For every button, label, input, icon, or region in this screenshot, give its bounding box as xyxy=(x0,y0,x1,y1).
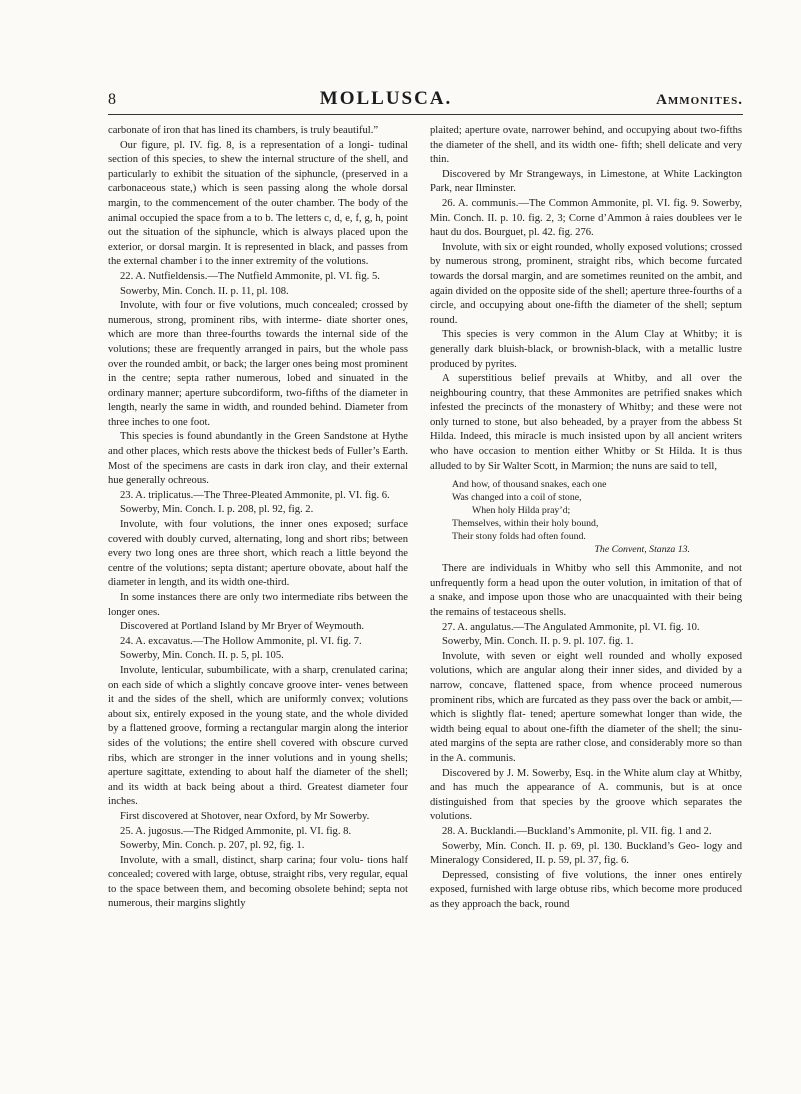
reference: Sowerby, Min. Conch. I. p. 208, pl. 92, fig. 2. xyxy=(120,504,314,516)
paragraph: Involute, with seven or eight well rounded and wholly exposed volutions, which are angular along their inner sides, and divided by a narrow, concave, flattened space, from whence proceed numerous prominent ribs, which are furcated as they pass over the back or ambit,—which is slightly flat- tened; aperture somewhat longer than wide, the width being equal to about one-fifth the diameter of the shell; the sinu- ated margins of the septa are rather close, and considerably more so than in the A. communis. xyxy=(430,650,742,764)
header-rule xyxy=(108,114,743,115)
paragraph: Involute, lenticular, subumbilicate, with a sharp, crenulated carina; on each side of which a slightly concave groove inter- venes between it and the sides of the shell, which are uniformly convex; volutions about six, entirely exposed in the young state, and the whole divided by a flattened groove, forming a rectangular margin along the interior sides of the volutions; the entire shell covered with obscure curved ribs, which are stronger in the inner volutions and in young shells; aperture sagittate, extending to about half the diameter of the shell; and its width at back being about a third. Greatest diameter four inches. xyxy=(108,664,408,808)
page-number: 8 xyxy=(108,91,116,108)
verse-line: Themselves, within their holy bound, xyxy=(452,518,599,530)
verse-quotation xyxy=(452,478,742,556)
species-heading: 26. A. communis.—The Common Ammonite, pl. VI. fig. 9. Sowerby, Min. Conch. II. p. 10. fig. 2, 3; Corne d’Ammon à raies doublees ver le haut du dos. Bourguet, pl. 42. fig. 276. xyxy=(430,197,742,239)
running-section: Ammonites. xyxy=(656,92,743,108)
right-column xyxy=(430,124,742,913)
species-heading: 27. A. angulatus.—The Angulated Ammonite, pl. VI. fig. 10. xyxy=(442,621,700,633)
running-header xyxy=(108,88,743,116)
species-heading: 23. A. triplicatus.—The Three-Pleated Ammonite, pl. VI. fig. 6. xyxy=(120,489,390,501)
reference: Sowerby, Min. Conch. II. p. 9. pl. 107. fig. 1. xyxy=(442,636,634,648)
verse-line: Their stony folds had often found. xyxy=(452,531,586,543)
left-column xyxy=(108,124,408,912)
reference: Sowerby, Min. Conch. II. p. 5, pl. 105. xyxy=(120,650,284,662)
species-heading: 22. A. Nutfieldensis.—The Nutfield Ammonite, pl. VI. fig. 5. xyxy=(120,270,380,282)
species-heading: 25. A. jugosus.—The Ridged Ammonite, pl. VI. fig. 8. xyxy=(120,825,352,837)
paragraph: Discovered at Portland Island by Mr Bryer of Weymouth. xyxy=(120,621,365,633)
paragraph: Discovered by J. M. Sowerby, Esq. in the White alum clay at Whitby, and has much the appearance of A. communis, but is at once distinguished from that species by the groove which separates the volutions. xyxy=(430,767,742,823)
paragraph: In some instances there are only two intermediate ribs between the longer ones. xyxy=(108,592,408,618)
paragraph: Our figure, pl. IV. fig. 8, is a representation of a longi- tudinal section of this species, to shew the internal structure of the shell, and particularly to exhibit the situation of the siphuncle, (preserved in a carbonaceous state,) which is seen passing along the whole dorsal margin, to the commencement of the outer chamber. The body of the animal occupied the space from a to b. The letters c, d, e, f, g, h, point out the situation of the siphuncle, which is always placed upon the exterior, or dorsal margin. It is represented in black, and passes from the external chamber i to the inner extremity of the volutions. xyxy=(108,139,408,268)
verse-source: The Convent, Stanza 13. xyxy=(594,544,690,556)
running-title: MOLLUSCA. xyxy=(319,88,453,109)
paragraph: Involute, with four volutions, the inner ones exposed; surface covered with doubly curved, alternating, long and short ribs; between every two long ones are three short, which reach a little beyond the centre of the volutions; septa distant; aperture obovate, about half the diameter in length, and its width one-third. xyxy=(108,519,408,589)
reference: Sowerby, Min. Conch. II. p. 11, pl. 108. xyxy=(120,285,289,297)
paragraph: Discovered by Mr Strangeways, in Limestone, at White Lackington Park, near Ilminster. xyxy=(430,168,742,195)
paragraph: A superstitious belief prevails at Whitby, and all over the neighbouring country, that these Ammonites are petrified snakes which infested the precincts of the monastery of Whitby; and these were not only turned to stone, but also beheaded, by a prayer from the abbess St Hilda. Indeed, this miracle is much insisted upon by all ancient writers who have occasion to mention either Whitby or St Hilda. It is thus alluded to by Sir Walter Scott, in Marmion; the nuns are said to tell, xyxy=(430,373,742,472)
reference: Sowerby, Min. Conch. II. p. 69, pl. 130. Buckland’s Geo- logy and Mineralogy Considered, II. p. 59, pl. 37, fig. 6. xyxy=(430,840,742,867)
paragraph: This species is very common in the Alum Clay at Whitby; it is generally dark bluish-black, or brownish-black, with a metallic lustre produced by pyrites. xyxy=(430,329,742,370)
species-heading: 24. A. excavatus.—The Hollow Ammonite, pl. VI. fig. 7. xyxy=(120,635,362,647)
verse-line: Was changed into a coil of stone, xyxy=(452,492,582,504)
paragraph: Involute, with a small, distinct, sharp carina; four volu- tions half concealed; covered with large, obtuse, straight ribs, very regular, equal to the space between them, and becoming obsolete behind; septa not numerous, their margins slightly xyxy=(108,854,408,910)
paragraph: Depressed, consisting of five volutions, the inner ones entirely exposed, furnished with large obtuse ribs, which become more produced as they approach the back, round xyxy=(430,869,742,910)
verse-line: When holy Hilda pray’d; xyxy=(472,505,571,517)
paragraph: carbonate of iron that has lined its chambers, is truly beautiful.” xyxy=(108,125,379,136)
paragraph: plaited; aperture ovate, narrower behind, and occupying about two-fifths the diameter of the shell, and its width one- fifth; shell delicate and very thin. xyxy=(430,125,742,166)
paragraph: This species is found abundantly in the Green Sandstone at Hythe and other places, which rests above the thickest beds of Fuller’s Earth. Most of the specimens are casts in dark iron clay, and their external hue generally ochreous. xyxy=(108,431,408,487)
paragraph: Involute, with six or eight rounded, wholly exposed volutions; crossed by numerous strong, prominent, straight ribs, which become furcated towards the dorsal margin, and are sometimes reunited on the ambit, and again divided on the opposite side of the shell; aperture three-fourths of a circle, and occupying about one-fifth the diameter of the shell; septum round. xyxy=(430,241,742,326)
reference: Sowerby, Min. Conch. p. 207, pl. 92, fig. 1. xyxy=(120,840,305,852)
species-heading: 28. A. Bucklandi.—Buckland’s Ammonite, pl. VII. fig. 1 and 2. xyxy=(442,825,712,837)
verse-line: And how, of thousand snakes, each one xyxy=(452,479,607,491)
paragraph: There are individuals in Whitby who sell this Ammonite, and not unfrequently form a head upon the outer volution, in imitation of that of a snake, and impose upon those who are unacquainted with their being the remains of testaceous shells. xyxy=(430,563,742,619)
paragraph: First discovered at Shotover, near Oxford, by Mr Sowerby. xyxy=(120,810,370,822)
paragraph: Involute, with four or five volutions, much concealed; crossed by numerous, strong, prominent ribs, with interme- diate shorter ones, which are more than three-fourths towards the internal side of the volutions; these are frequently arranged in pairs, but the whole pass over the rounded ambit, or back; the larger ones being most prominent in the centre; septa rather numerous, lobed and sinuated in the ordinary manner; aperture subcordiform, two-fifths of the diameter in length, nearly the same in width, and rounded behind. Diameter from three inches to one foot. xyxy=(108,300,408,428)
